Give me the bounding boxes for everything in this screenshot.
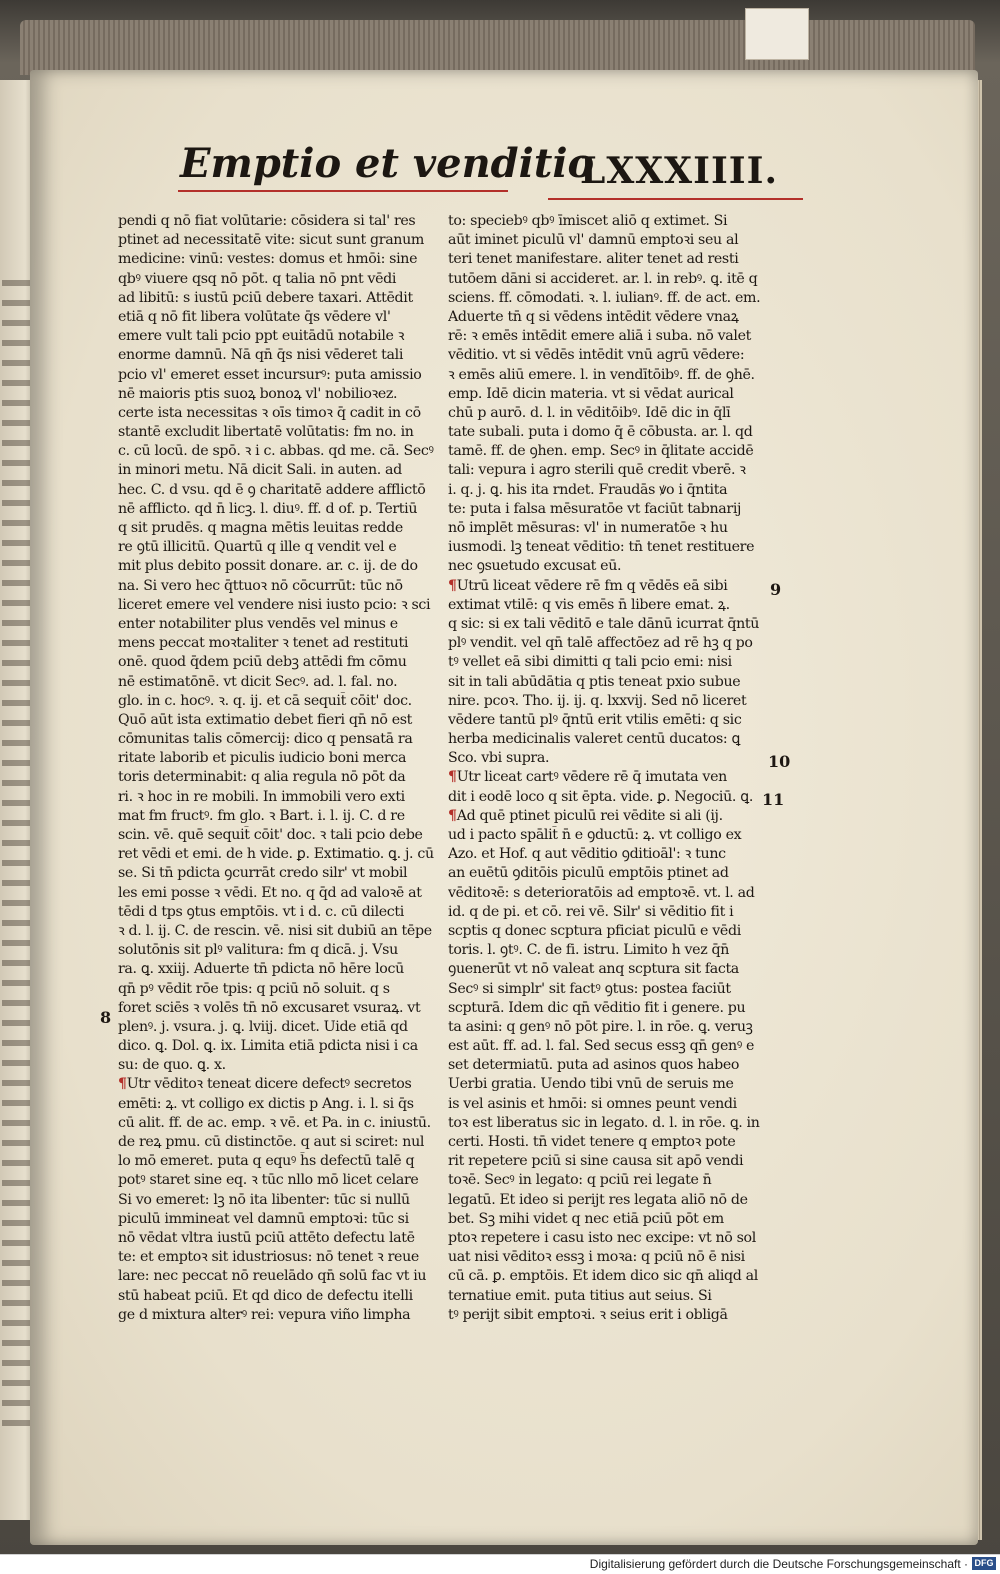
text-line: [448, 1152, 764, 1171]
text-line: [118, 1018, 436, 1037]
text-line: [448, 980, 764, 999]
text-line: [448, 692, 764, 711]
red-pilcrow-icon: ¶: [118, 1076, 127, 1093]
footer-credit: Digitalisierung gefördert durch die Deutsche Forschungsgemeinschaft ·: [589, 1557, 968, 1571]
text-line: [118, 557, 436, 576]
text-line-content: rit repetere pciū si sine causa sit apō vendi: [448, 1153, 744, 1170]
text-line: [448, 500, 764, 519]
text-line: [118, 1056, 436, 1075]
text-line-content: ptoꝛ repetere i casu isto nec excipe: vt nō sol: [448, 1229, 756, 1246]
text-line-content: glo. in c. hocꝰ. ꝛ. q. ij. et cā sequit̄ cōit' doc.: [118, 692, 412, 709]
text-line: [448, 308, 764, 327]
text-line-content: plenꝰ. j. vsura. j. ꝗ. lviij. dicet. Uide etiā qd: [118, 1018, 408, 1035]
text-line-content: Azo. et Hof. q aut vēditio ꝯditioāl': ꝛ tunc: [448, 846, 726, 863]
text-line-content: ritate laborib et piculis iudicio boni merca: [118, 750, 407, 767]
text-line: [118, 519, 436, 538]
text-line-content: Uerbi gratia. Uendo tibi vnū de seruis me: [448, 1076, 734, 1093]
text-line-content: teri tenet manifestare. aliter tenet ad resti: [448, 251, 739, 268]
text-line-content: bet. Sꝫ mihi videt q nec etiā pciū pōt em: [448, 1210, 724, 1227]
text-line-content: Ad quē ptinet piculū rei vēdite si ali (ij.: [456, 807, 723, 824]
text-line-content: potꝰ staret sine eq. ꝛ tūc nllo mō licet celare: [118, 1172, 419, 1189]
text-line: [448, 730, 764, 749]
text-line: [448, 999, 764, 1018]
text-line-content: qn̄ pꝰ vēdit rōe tpis: q pciū nō soluit. q s: [118, 980, 390, 997]
text-line: [118, 231, 436, 250]
text-line-content: q sic: si ex tali vēditō e tale dānū icurrat q̄ntū: [448, 615, 760, 632]
text-line: [118, 423, 436, 442]
text-line-content: uat nisi vēditoꝛ essꝫ i moꝛa: q pciū nō ē nisi: [448, 1249, 745, 1266]
text-line-content: enter notabiliter plus vendēs vel minus e: [118, 615, 398, 632]
red-pilcrow-icon: ¶: [448, 807, 457, 824]
text-line: [448, 538, 764, 557]
text-line-content: Utr liceat cartꝰ vēdere rē q̄ imutata ven: [456, 769, 727, 786]
text-line: [118, 1229, 436, 1248]
text-line: [118, 749, 436, 768]
text-line-content: ꝯuenerūt vt nō valeat anq scptura sit facta: [448, 961, 739, 978]
text-line: [118, 596, 436, 615]
text-line-content: ra. ꝗ. xxiij. Aduerte tn̄ pdicta nō hēre locū: [118, 961, 404, 978]
text-line: [118, 308, 436, 327]
text-line-content: i. q. j. ꝗ. his ita rndet. Fraudās ꝟo i q̄ntita: [448, 481, 728, 498]
text-line-content: dico. ꝗ. Dol. ꝗ. ix. Limita etiā pdicta nisi i ca: [118, 1038, 418, 1055]
text-line-content: toꝛē. Secꝰ in legato: q pciū rei legate n̄: [448, 1172, 712, 1189]
text-line-content: onē. quod q̄dem pciū debꝫ attēdi fm cōmu: [118, 654, 407, 671]
text-line-content: foret sciēs ꝛ volēs tn̄ nō excusaret vsuraꝝ. vt: [118, 999, 421, 1016]
text-line: [118, 385, 436, 404]
text-line-content: Secꝰ si simplr' sit factꝰ ꝯtus: postea faciūt: [448, 980, 731, 997]
text-line: [448, 826, 764, 845]
text-line-content: is vel asinis et hmōi: si omnes peunt vendi: [448, 1095, 737, 1112]
text-line-content: nē afflicto. qd n̄ licꝫ. l. diuꝰ. ff. d of. p. Tertiū: [118, 500, 418, 517]
text-line: [448, 461, 764, 480]
text-line-content: certi. Hosti. tn̄ videt tenere q emptoꝛ pote: [448, 1134, 736, 1150]
text-line: [448, 941, 764, 960]
text-line-content: Quō aūt ista extimatio debet fieri qn̄ nō est: [118, 711, 413, 728]
text-line: [448, 864, 764, 883]
margin-number-11: 11: [762, 790, 785, 809]
text-line: [448, 212, 764, 231]
text-line-content: Sco. vbi supra.: [448, 750, 550, 767]
text-line: [118, 615, 436, 634]
text-line-content: in minori metu. Nā dicit Sali. in auten. ad: [118, 462, 402, 479]
text-line: [118, 481, 436, 500]
text-line-content: ge d mixtura alterꝰ rei: vepura viño limpha: [118, 1306, 411, 1323]
text-line-content: nō implēt mēsuras: vl' in numeratōe ꝛ hu: [448, 520, 728, 536]
text-line: [118, 1114, 436, 1133]
text-line-content: vēditio. vt si vēdēs intēdit vnū agrū vēdere:: [448, 347, 745, 364]
text-line-content: nē estimatōnē. vt dicit Secꝰ. ad. l. fal. no.: [118, 673, 398, 690]
text-line-content: stantē excludit libertatē volūtatis: fm no. in: [118, 424, 414, 441]
text-line-content: lare: nec peccat nō reuelādo qn̄ solū fac vt iu: [118, 1268, 427, 1285]
text-line: [118, 500, 436, 519]
footer-bar: [0, 1554, 1000, 1574]
text-line: [448, 596, 764, 615]
text-line: [448, 1037, 764, 1056]
text-line-content: tate subali. puta i domo q̄ ē cōbusta. ar. l. qd: [448, 424, 753, 441]
text-line: [448, 385, 764, 404]
text-line: [448, 1075, 764, 1094]
text-line-content: su: de quo. ꝗ. x.: [118, 1057, 226, 1074]
text-line-content: est aūt. ff. ad. l. fal. Sed secus essꝫ qn̄ genꝰ e: [448, 1038, 755, 1055]
text-line-content: enorme damnū. Nā qn̄ q̄s nisi vēderet tali: [118, 347, 404, 364]
text-line: [448, 346, 764, 365]
text-line: [118, 1152, 436, 1171]
text-line-content: aūt iminet piculū vl' damnū emptoꝛi seu al: [448, 232, 739, 249]
text-line: [118, 1171, 436, 1190]
left-page-text-fragment: [2, 280, 32, 1430]
text-line: [448, 903, 764, 922]
text-line-content: ta asini: q genꝰ nō pōt pire. l. in rōe. ꝗ. veruꝫ: [448, 1018, 753, 1035]
text-line-content: legatū. Et ideo si perijt res legata aliō nō de: [448, 1191, 748, 1208]
text-line-content: se. Si tn̄ pdicta ꝯcurrāt credo silr' vt mobil: [118, 865, 408, 882]
text-line: [448, 250, 764, 269]
text-line-content: toꝛ est liberatus sic in legato. d. l. in rōe. ꝗ. in: [448, 1114, 760, 1131]
text-line: [118, 1191, 436, 1210]
text-line: [118, 1267, 436, 1286]
paper-tab-marker: [745, 8, 809, 60]
text-line: [448, 768, 764, 787]
text-line-content: qbꝰ viuere qsq nō pōt. q talia nō pnt vēdi: [118, 270, 397, 287]
text-line: [448, 960, 764, 979]
text-line: [448, 1267, 764, 1286]
text-line: [118, 807, 436, 826]
text-line: [118, 692, 436, 711]
text-line: [448, 1287, 764, 1306]
text-line: [118, 845, 436, 864]
text-line-content: rē: ꝛ emēs intēdit emere aliā i suba. nō valet: [448, 328, 751, 345]
text-line-content: liceret emere vel vendere nisi iusto pcio: ꝛ sci: [118, 596, 431, 613]
text-line: [118, 1287, 436, 1306]
margin-number-9: 9: [770, 580, 782, 599]
text-line: [118, 461, 436, 480]
text-line-content: nec ꝯsuetudo excusat eū.: [448, 558, 622, 575]
text-line: [118, 327, 436, 346]
text-line: [118, 346, 436, 365]
text-line: [448, 1056, 764, 1075]
text-line: [118, 270, 436, 289]
text-line: [448, 519, 764, 538]
red-rule-left: [178, 190, 508, 192]
text-line-content: vēditoꝛē: s deterioratōis ad emptoꝛē. vt. l. ad: [448, 884, 755, 901]
text-line: [118, 653, 436, 672]
text-line: [448, 557, 764, 576]
text-line: [118, 826, 436, 845]
folio-number: LXXXIIII.: [580, 150, 778, 192]
text-line-content: cū alit. ff. de ac. emp. ꝛ vē. et Pa. in c. iniustū.: [118, 1114, 431, 1131]
text-line: [448, 442, 764, 461]
text-line-content: les emi posse ꝛ vēdi. Et no. q q̄d ad valoꝛē at: [118, 884, 422, 901]
text-line: [448, 289, 764, 308]
text-line-content: cōmunitas talis cōmercij: dico q pensatā ra: [118, 731, 413, 748]
text-line-content: emp. Idē dicin materia. vt si vēdat aurical: [448, 385, 734, 402]
text-line: [118, 673, 436, 692]
text-line: [118, 941, 436, 960]
text-line: [448, 845, 764, 864]
text-line: [448, 1248, 764, 1267]
margin-number-10: 10: [768, 752, 791, 771]
text-line-content: nō vēdat vltra iustū pciū attēto defectu latē: [118, 1229, 415, 1246]
text-line-content: toris determinabit: q alia regula nō pōt da: [118, 769, 406, 786]
text-line: [448, 231, 764, 250]
page-title: Emptio et venditio: [180, 140, 595, 187]
text-line-content: extimat vtilē: q vis emēs n̄ libere emat. ꝝ.: [448, 596, 730, 613]
text-line: [448, 615, 764, 634]
text-line-content: cū cā. ꝑ. emptōis. Et idem dico sic qn̄ aliqd al: [448, 1268, 758, 1285]
text-line: [118, 711, 436, 730]
text-line-content: set determiatū. puta ad asinos quos habeo: [448, 1057, 740, 1074]
text-line-content: an euētū ꝯditōis piculū emptōis ptinet ad: [448, 865, 729, 882]
red-rule-right: [548, 198, 803, 200]
text-line: [118, 212, 436, 231]
text-line-content: pendi q nō fiat volūtarie: cōsidera si tal' res: [118, 213, 416, 229]
text-line-content: herba medicinalis valeret centū ducatos: ꝗ: [448, 731, 741, 748]
text-line-content: c. cū locū. de spō. ꝛ i c. abbas. qd me. cā. Secꝰ: [118, 443, 434, 460]
text-line-content: sit in tali abūdātia q ptis teneat pxio subue: [448, 673, 741, 690]
text-line: [448, 922, 764, 941]
text-line-content: pcio vl' emeret esset incursurꝰ: puta amissio: [118, 366, 422, 383]
text-line-content: ternatiue emit. puta titius aut seius. Si: [448, 1287, 712, 1304]
text-line: [118, 768, 436, 787]
text-line: [118, 442, 436, 461]
text-line: [118, 980, 436, 999]
text-line-content: scin. vē. quē sequit̄ cōit' doc. ꝛ tali pcio debe: [118, 827, 423, 843]
text-line-content: mit plus debito possit donare. ar. c. ij. de do: [118, 558, 418, 575]
text-line-content: tꝰ perijt sibit emptoꝛi. ꝛ seius erit i obligā: [448, 1306, 728, 1323]
text-line: [118, 404, 436, 423]
text-line-content: ud i pacto spālit̄ n̄ e ꝯductū: ꝝ. vt colligo ex: [448, 827, 742, 843]
text-line-content: lo mō emeret. puta q equꝰ h̄s defectū talē q: [118, 1153, 415, 1170]
text-line-content: medicine: vinū: vestes: domus et hmōi: sine: [118, 251, 418, 268]
text-line-content: ret vēdi et emi. de h vide. ꝑ. Extimatio. ꝗ. j. cū: [118, 846, 434, 863]
text-line-content: stū habeat pciū. Et qd dico de defectu itelli: [118, 1287, 413, 1304]
text-line-content: ꝛ emēs aliū emere. l. in vendītōibꝰ. ff. de ꝯhē.: [448, 366, 755, 383]
red-pilcrow-icon: ¶: [448, 769, 457, 786]
text-line-content: ꝛ d. l. ij. C. de rescin. vē. nisi sit dubiū an tēpe: [118, 922, 432, 939]
text-line: [448, 711, 764, 730]
text-line: [118, 250, 436, 269]
left-text-column: [118, 212, 436, 1325]
text-line-content: chū p aurō. d. l. in vēditōibꝰ. Idē dic in q̄lī: [448, 404, 731, 421]
text-line-content: certe ista necessitas ꝛ oīs timoꝛ q̄ cadit in cō: [118, 404, 421, 421]
text-line-content: de reꝝ pmu. cū distinctōe. q aut si sciret: nul: [118, 1134, 425, 1150]
text-line-content: solutōnis sit plꝰ valitura: fm q dicā. j. Vsu: [118, 942, 398, 959]
text-line-content: Si vo emeret: lꝫ nō ita libenter: tūc si nullū: [118, 1191, 410, 1208]
text-line-content: hec. C. d vsu. qd ē ꝯ charitatē addere afflictō: [118, 481, 426, 498]
text-line: [118, 289, 436, 308]
text-line: [448, 749, 764, 768]
margin-number-8: 8: [100, 1008, 112, 1027]
text-line: [448, 884, 764, 903]
text-line: [448, 673, 764, 692]
text-line: [448, 1306, 764, 1325]
text-line-content: emēti: ꝝ. vt colligo ex dictis p Ang. i. l. si q̄s: [118, 1095, 414, 1112]
text-line-content: ptinet ad necessitatē vite: sicut sunt granum: [118, 232, 424, 249]
text-line-content: scpturā. Idem dic qn̄ vēditio fit i genere. pu: [448, 999, 746, 1016]
text-line-content: tamē. ff. de ꝯhen. emp. Secꝰ in q̄litate accidē: [448, 443, 754, 460]
text-line: [448, 1018, 764, 1037]
text-line-content: dit i eodē loco q sit ēpta. vide. ꝑ. Negociū. ꝗ.: [448, 788, 754, 805]
text-line: [118, 1306, 436, 1325]
text-line: [118, 884, 436, 903]
text-line: [448, 1171, 764, 1190]
text-line-content: q sit prudēs. q magna mētis leuitas redde: [118, 520, 403, 536]
text-line: [448, 1133, 764, 1152]
text-line: [448, 1095, 764, 1114]
text-line-content: Aduerte tn̄ q si vēdens intēdit vēdere vnaꝝ: [448, 308, 739, 325]
text-line: [118, 788, 436, 807]
dfg-logo: DFG: [972, 1557, 996, 1570]
text-line: [118, 538, 436, 557]
text-line-content: tꝰ vellet eā sibi dimitti q tali pcio emi: nisi: [448, 654, 732, 671]
text-line: [448, 404, 764, 423]
text-line: [448, 366, 764, 385]
text-line: [448, 1229, 764, 1248]
text-line-content: emere vult tali pcio ppt euitādū notabile ꝛ: [118, 328, 405, 345]
text-line-content: to: speciebꝰ qbꝰ īmiscet aliō q extimet. Si: [448, 213, 728, 229]
text-line-content: ad libitū: s iustū pciū debere taxari. Attēdit: [118, 289, 413, 306]
text-line: [118, 1075, 436, 1094]
text-line-content: toris. l. ꝯtꝰ. C. de fi. istru. Limito h vez q̄n̄: [448, 942, 730, 959]
text-line-content: mat fm fructꝰ. fm glo. ꝛ Bart. i. l. ij. C. d re: [118, 807, 405, 824]
text-line: [118, 366, 436, 385]
text-line-content: re ꝯtū illicitū. Quartū q ille q vendit vel e: [118, 539, 397, 556]
red-pilcrow-icon: ¶: [448, 577, 457, 594]
text-line-content: nē maioris ptis suoꝝ bonoꝝ vl' nobilioꝛez.: [118, 385, 398, 402]
text-line-content: nire. pcoꝛ. Tho. ij. ij. q. lxxvij. Sed nō liceret: [448, 692, 747, 709]
text-line: [118, 634, 436, 653]
text-line-content: iusmodi. lꝫ teneat vēditio: tn̄ tenet restituere: [448, 539, 755, 556]
text-line: [118, 577, 436, 596]
text-line-content: plꝰ vendit. vel qn̄ talē affectōez ad rē hꝫ q po: [448, 635, 753, 652]
text-line: [118, 999, 436, 1018]
text-line: [448, 1191, 764, 1210]
text-line: [448, 481, 764, 500]
text-line-content: tali: vepura i agro sterili quē credit vberē. ꝛ: [448, 462, 746, 479]
text-line-content: Utrū liceat vēdere rē fm q vēdēs eā sibi: [456, 577, 728, 594]
text-line: [118, 903, 436, 922]
text-line-content: vēdere tantū plꝰ q̄ntū erit vtilis emēti: q sic: [448, 711, 742, 728]
text-line-content: scptis q donec scptura pficiat piculū e vēdi: [448, 922, 741, 939]
text-line-content: piculū immineat vel damnū emptoꝛi: tūc si: [118, 1210, 409, 1227]
text-line-content: tēdi d tps ꝯtus emptōis. vt i d. c. cū dilecti: [118, 903, 404, 920]
text-line: [448, 634, 764, 653]
text-line-content: mens peccat moꝛtaliter ꝛ tenet ad restituti: [118, 635, 409, 652]
text-line-content: etiā q nō fit libera volūtate q̄s vēdere vl': [118, 308, 391, 325]
text-line: [448, 653, 764, 672]
text-line: [448, 788, 764, 807]
text-line: [118, 864, 436, 883]
text-line-content: Utr vēditoꝛ teneat dicere defectꝰ secretos: [126, 1076, 412, 1093]
text-line: [118, 1248, 436, 1267]
book-top-edge: [20, 20, 975, 75]
text-line-content: te: et emptoꝛ sit idustriosus: nō tenet ꝛ reue: [118, 1249, 419, 1266]
text-line: [448, 1114, 764, 1133]
text-line: [118, 1037, 436, 1056]
text-line: [118, 960, 436, 979]
text-line-content: id. q de pi. et cō. rei vē. Silr' si vēditio fit i: [448, 903, 734, 920]
text-line-content: te: puta i falsa mēsuratōe vt faciūt tabnarij: [448, 500, 742, 517]
text-line: [448, 577, 764, 596]
text-line: [448, 423, 764, 442]
text-line-content: tutōem dāni si accideret. ar. l. in rebꝰ. ꝗ. itē q: [448, 270, 758, 287]
text-line: [118, 1095, 436, 1114]
text-line-content: na. Si vero hec q̄ttuoꝛ nō cōcurrūt: tūc nō: [118, 577, 403, 594]
text-line: [118, 730, 436, 749]
text-line-content: ri. ꝛ hoc in re mobili. In immobili vero exti: [118, 788, 405, 805]
text-line: [118, 922, 436, 941]
text-line: [448, 327, 764, 346]
text-line-content: sciens. ff. cōmodati. ꝛ. l. iulianꝰ. ff. de act. em.: [448, 289, 761, 306]
text-line: [448, 1210, 764, 1229]
text-line: [448, 270, 764, 289]
text-line: [118, 1133, 436, 1152]
text-line: [118, 1210, 436, 1229]
text-line: [448, 807, 764, 826]
right-text-column: [448, 212, 764, 1325]
